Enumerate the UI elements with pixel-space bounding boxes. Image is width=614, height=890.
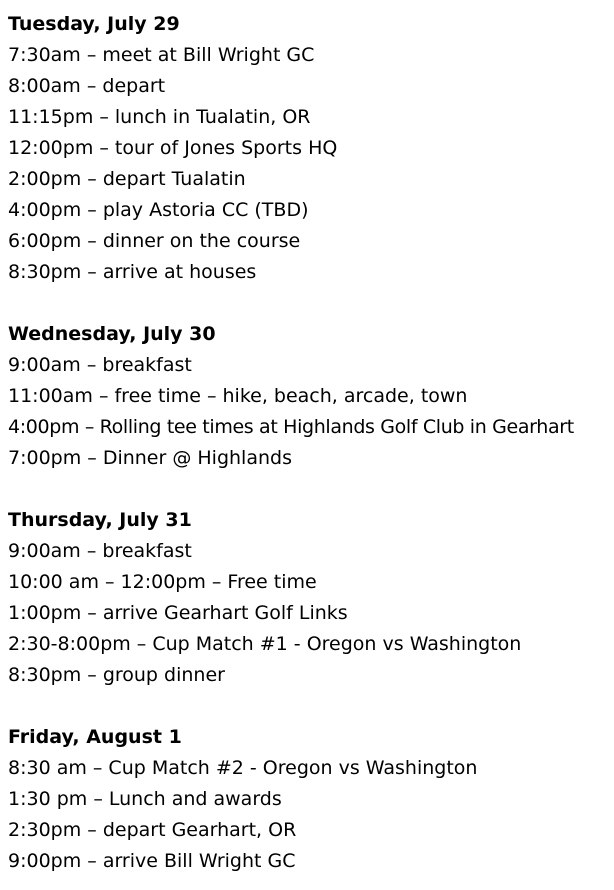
day-thursday xyxy=(8,505,614,691)
schedule-entry: 7:30am – meet at Bill Wright GC xyxy=(8,44,315,66)
schedule-entry: 8:30pm – arrive at houses xyxy=(8,261,257,283)
schedule-entry: 4:00pm – play Astoria CC (TBD) xyxy=(8,199,309,221)
schedule-entry: 2:00pm – depart Tualatin xyxy=(8,168,246,190)
schedule-entry: 9:00am – breakfast xyxy=(8,540,192,562)
schedule-entry: 12:00pm – tour of Jones Sports HQ xyxy=(8,137,338,159)
schedule-entry: 2:30-8:00pm – Cup Match #1 - Oregon vs Washington xyxy=(8,633,522,655)
day-friday xyxy=(8,722,614,877)
schedule-entry: 8:30 am – Cup Match #2 - Oregon vs Washington xyxy=(8,757,478,779)
schedule-entry: 8:00am – depart xyxy=(8,75,166,97)
day-heading: Thursday, July 31 xyxy=(8,509,192,531)
section-spacer xyxy=(8,474,614,505)
schedule-entry: 8:30pm – group dinner xyxy=(8,664,225,686)
schedule-entry: 11:15pm – lunch in Tualatin, OR xyxy=(8,106,311,128)
schedule-entry: 11:00am – free time – hike, beach, arcade, town xyxy=(8,385,468,407)
day-wednesday xyxy=(8,319,614,474)
schedule-entry: 1:00pm – arrive Gearhart Golf Links xyxy=(8,602,348,624)
schedule-entry: 9:00pm – arrive Bill Wright GC xyxy=(8,850,296,872)
schedule-entry: 10:00 am – 12:00pm – Free time xyxy=(8,571,317,593)
schedule-entry: 6:00pm – dinner on the course xyxy=(8,230,301,252)
day-heading: Tuesday, July 29 xyxy=(8,13,180,35)
schedule-entry: 2:30pm – depart Gearhart, OR xyxy=(8,819,297,841)
section-spacer xyxy=(8,288,614,319)
day-heading: Friday, August 1 xyxy=(8,726,182,748)
schedule-entry: 7:00pm – Dinner @ Highlands xyxy=(8,447,292,469)
schedule-entry: 4:00pm – Rolling tee times at Highlands Golf Club in Gearhart xyxy=(8,416,574,438)
section-spacer xyxy=(8,691,614,722)
schedule-entry: 9:00am – breakfast xyxy=(8,354,192,376)
schedule-entry: 1:30 pm – Lunch and awards xyxy=(8,788,282,810)
day-heading: Wednesday, July 30 xyxy=(8,323,216,345)
day-tuesday xyxy=(8,9,614,288)
